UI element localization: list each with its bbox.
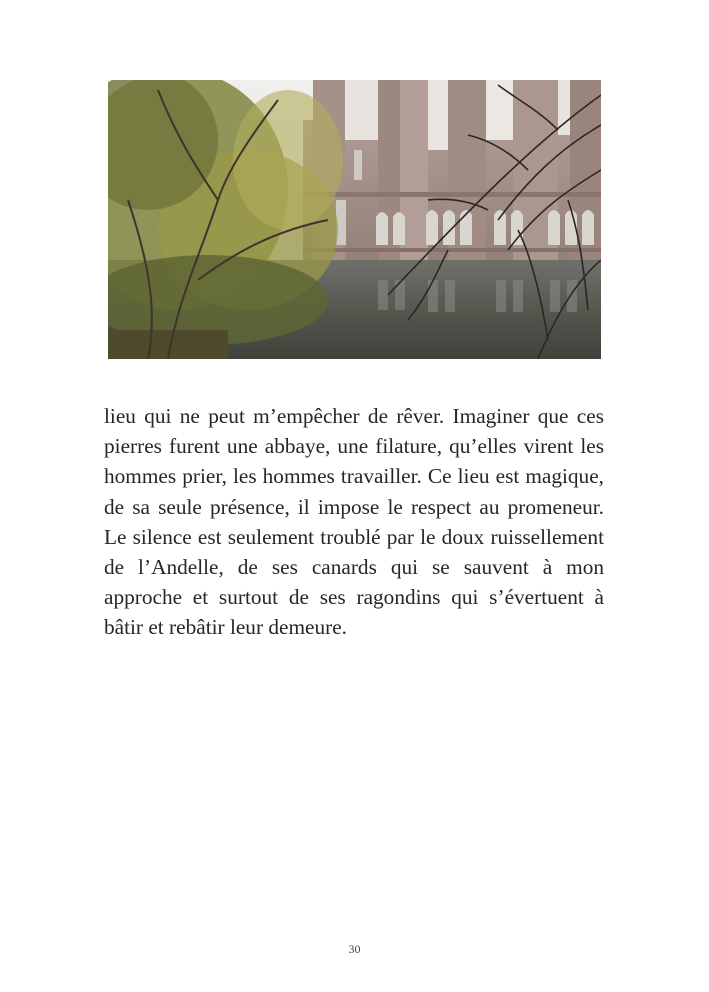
abbey-ruins: [303, 80, 601, 270]
body-paragraph: lieu qui ne peut m’empêcher de rêver. Imaginer que ces pierres furent une abbaye, une filature, qu’elles virent les hommes prier, les hommes travailler. Ce lieu est magique, de sa seule présence, il impose le respect au promeneur. Le silence est seulement troublé par le doux ruissellement de l’Andelle, de ses canards qui se sauvent à mon approche et surtout de ses ragondins qui s’évertuent à bâtir et rebâtir leur demeure.: [104, 404, 604, 640]
ruins-photo: [108, 80, 601, 359]
ruins-photo-illustration: [108, 80, 601, 359]
page-number: 30: [348, 942, 361, 956]
autumn-tree: [108, 80, 343, 359]
